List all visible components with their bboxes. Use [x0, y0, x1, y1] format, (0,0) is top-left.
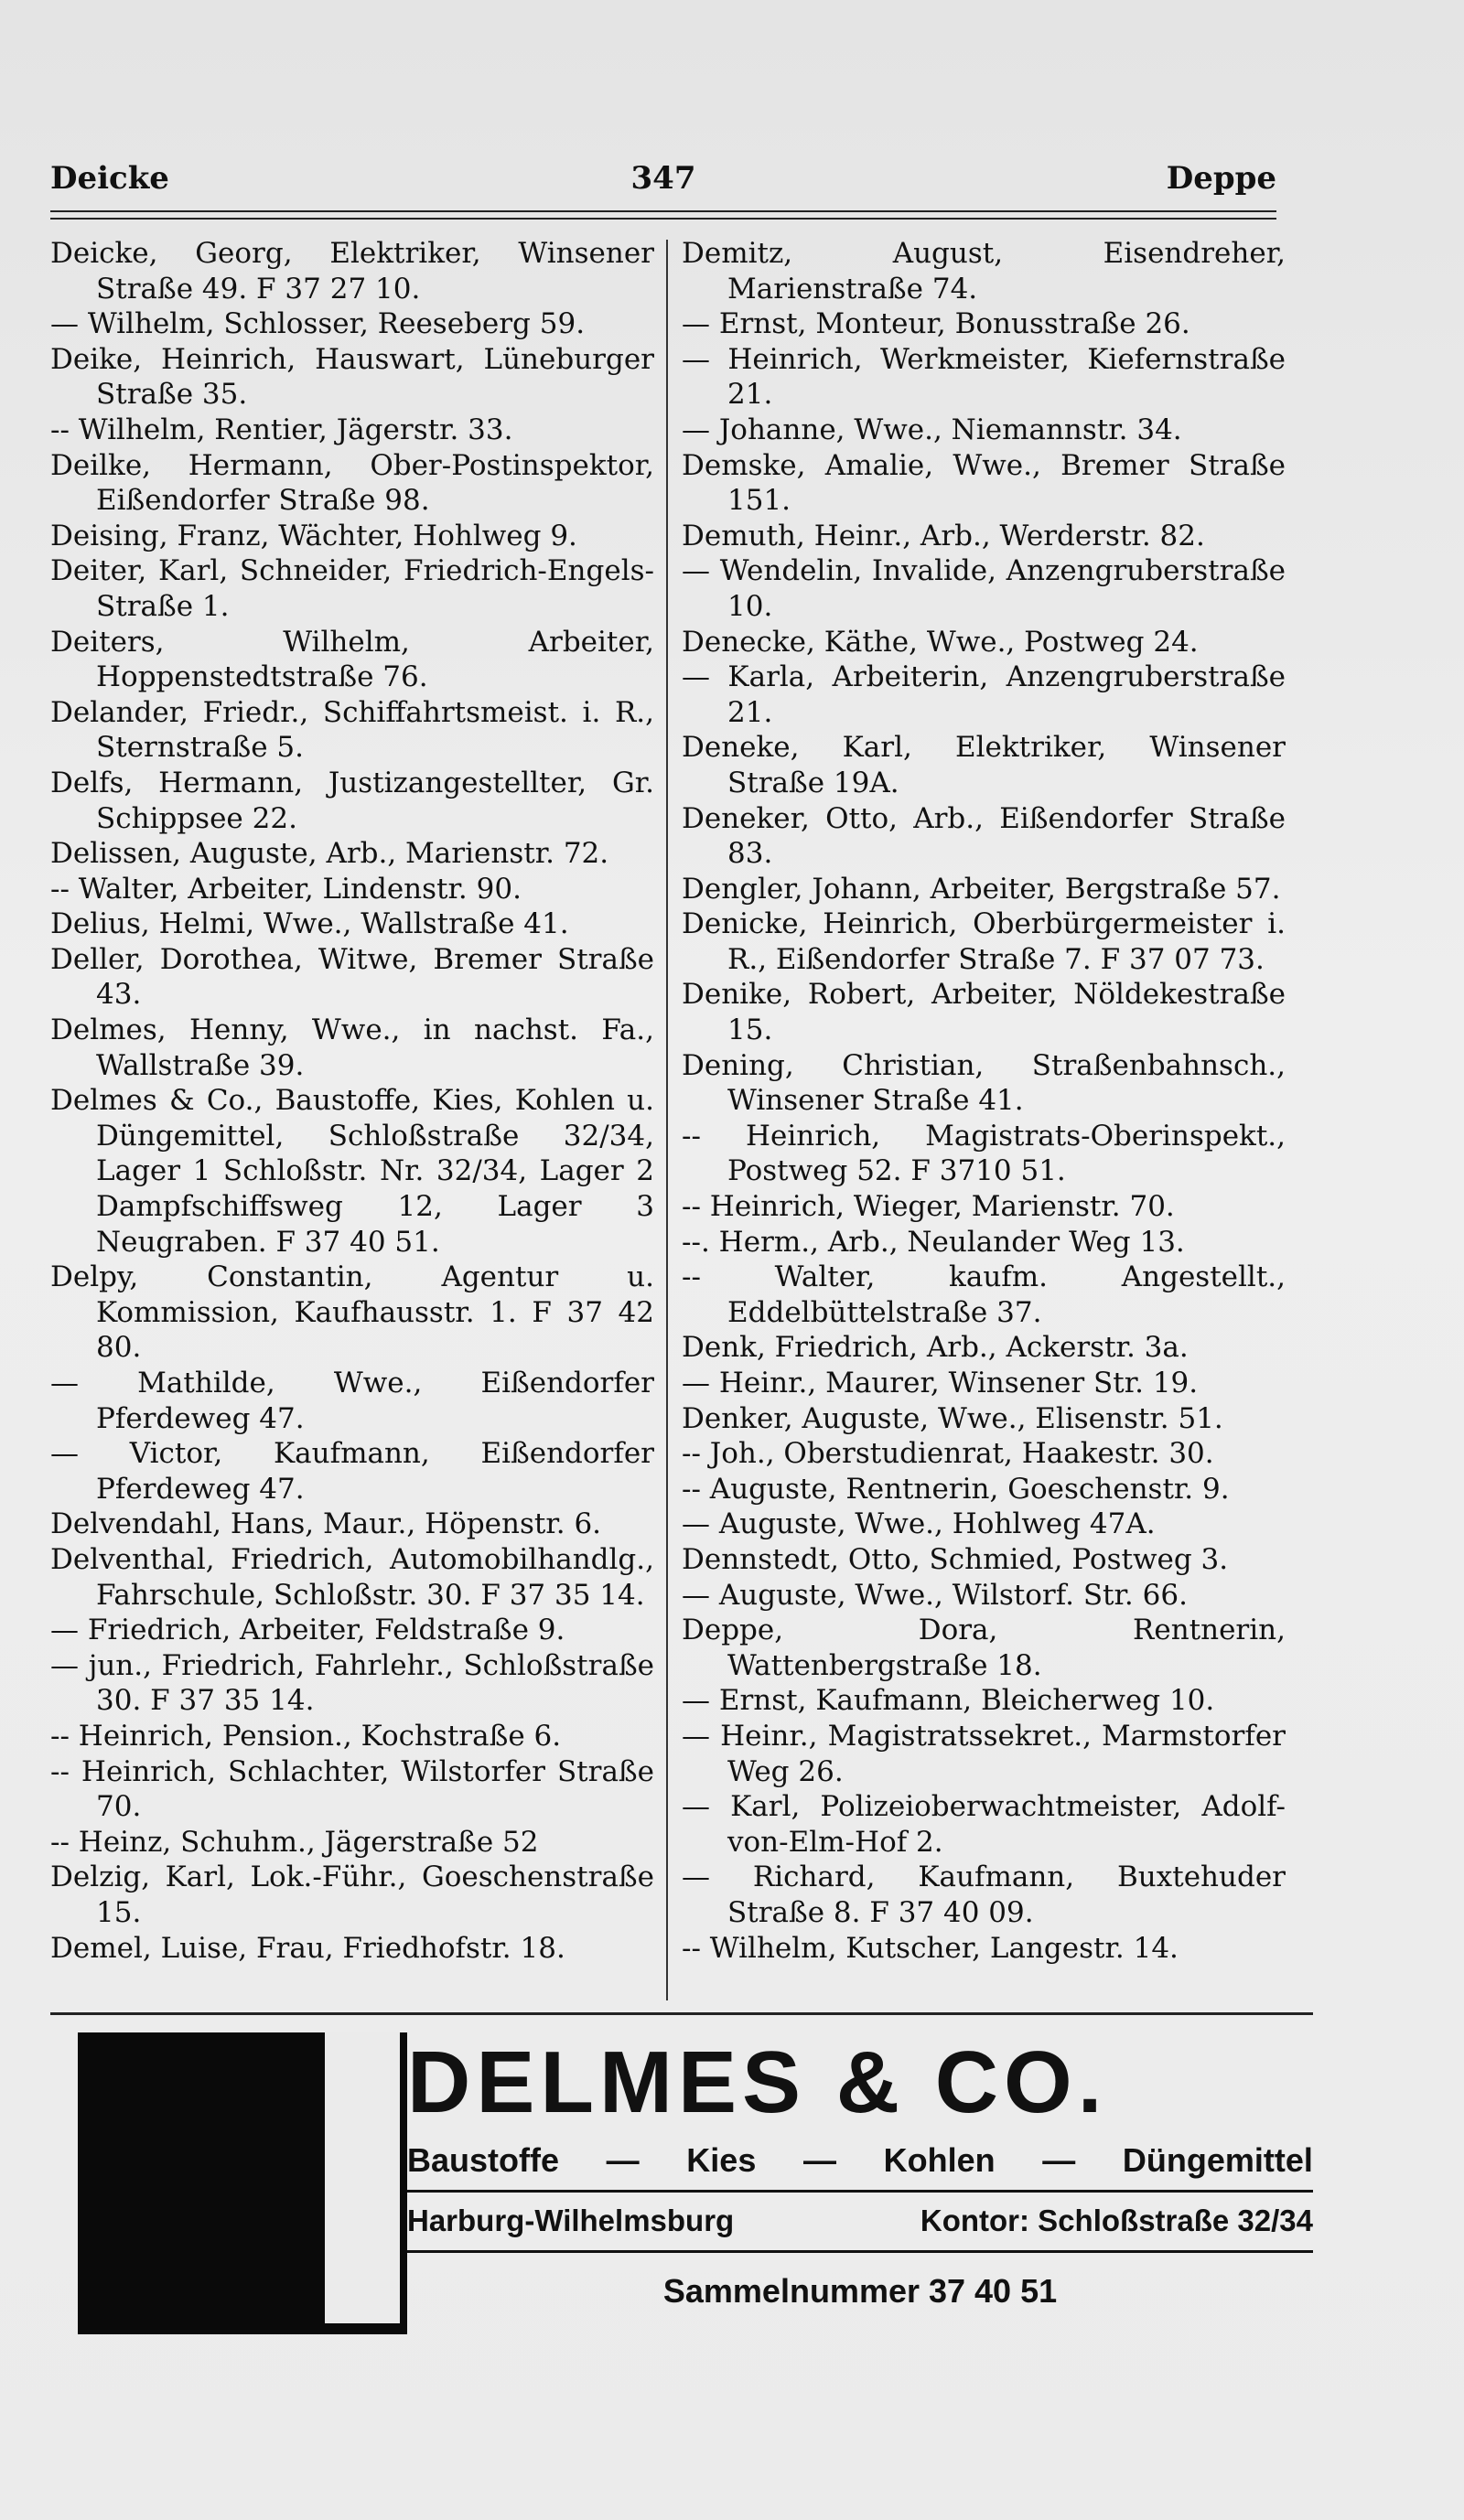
ad-product: —	[802, 2141, 836, 2179]
ad-rule	[407, 2250, 1313, 2253]
directory-entry: --. Herm., Arb., Neulander Weg 13.	[682, 1225, 1185, 1259]
ad-logo-cutout	[325, 2032, 400, 2323]
directory-entry: — Johanne, Wwe., Niemannstr. 34.	[682, 413, 1182, 446]
ad-product: Kohlen	[883, 2141, 996, 2179]
directory-entry: Delvendahl, Hans, Maur., Höpenstr. 6.	[50, 1507, 602, 1541]
directory-entry: Demske, Amalie, Wwe., Bremer Straße 151.	[682, 448, 1286, 518]
left-column	[50, 236, 654, 1966]
directory-entry: -- Heinrich, Magistrats-Oberinspekt., Postweg 52. F 3710 51.	[682, 1119, 1286, 1188]
directory-entry: Deiter, Karl, Schneider, Friedrich-Engels-Straße 1.	[50, 554, 654, 623]
directory-entry: Delpy, Constantin, Agentur u. Kommission, Kaufhausstr. 1. F 37 42 80.	[50, 1260, 654, 1365]
directory-entry: -- Joh., Oberstudienrat, Haakestr. 30.	[682, 1437, 1214, 1471]
directory-entry: Deppe, Dora, Rentnerin, Wattenbergstraße 18.	[682, 1614, 1286, 1682]
directory-entry: Delmes & Co., Baustoffe, Kies, Kohlen u. Düngemittel, Schloßstraße 32/34, Lager 1 Schloßstr. Nr. 32/34, Lager 2 Dampfschiffsweg 12, Lager 3 Neugraben. F 37 40 51.	[50, 1084, 654, 1259]
directory-entry: -- Wilhelm, Kutscher, Langestr. 14.	[682, 1931, 1179, 1965]
directory-entry: Delissen, Auguste, Arb., Marienstr. 72.	[50, 837, 609, 871]
directory-entry: Denecke, Käthe, Wwe., Postweg 24.	[682, 625, 1199, 659]
directory-entry: Demel, Luise, Frau, Friedhofstr. 18.	[50, 1931, 565, 1965]
directory-entry: Delzig, Karl, Lok.-Führ., Goeschenstraße 15.	[50, 1861, 654, 1929]
footer-rule	[50, 2012, 1313, 2015]
directory-entry: -- Auguste, Rentnerin, Goeschenstr. 9.	[682, 1472, 1230, 1506]
directory-entry: — Auguste, Wwe., Wilstorf. Str. 66.	[682, 1578, 1188, 1612]
ad-product: Düngemittel	[1122, 2141, 1313, 2179]
directory-entry: Denk, Friedrich, Arb., Ackerstr. 3a.	[682, 1331, 1189, 1365]
ad-title: DELMES & CO.	[407, 2033, 1108, 2131]
directory-entry: — Heinrich, Werkmeister, Kiefernstraße 21.	[682, 342, 1286, 412]
ad-product: Baustoffe	[407, 2141, 560, 2179]
directory-entry: Delius, Helmi, Wwe., Wallstraße 41.	[50, 907, 569, 941]
directory-entry: — Ernst, Monteur, Bonusstraße 26.	[682, 307, 1190, 341]
directory-entry: -- Heinrich, Wieger, Marienstr. 70.	[682, 1190, 1175, 1224]
directory-entry: — Heinr., Maurer, Winsener Str. 19.	[682, 1367, 1199, 1399]
directory-entry: — Karla, Arbeiterin, Anzengruberstraße 21.	[682, 660, 1286, 729]
directory-entry: — Victor, Kaufmann, Eißendorfer Pferdeweg 47.	[50, 1437, 654, 1506]
ad-product: Kies	[686, 2141, 757, 2179]
ad-phone: Sammelnummer 37 40 51	[662, 2272, 1058, 2310]
ad-product: —	[1042, 2141, 1076, 2179]
directory-entry: — Friedrich, Arbeiter, Feldstraße 9.	[50, 1614, 565, 1647]
ad-office: Kontor: Schloßstraße 32/34	[920, 2204, 1313, 2237]
page-header	[50, 160, 1276, 215]
directory-entry: — Wilhelm, Schlosser, Reeseberg 59.	[50, 307, 586, 341]
directory-entry: Denike, Robert, Arbeiter, Nöldekestraße 15.	[682, 978, 1286, 1047]
header-last-name: Deppe	[1166, 160, 1276, 197]
directory-entry: -- Heinz, Schuhm., Jägerstraße 52	[50, 1825, 539, 1859]
directory-entry: Demitz, August, Eisendreher, Marienstraße 74.	[682, 237, 1286, 306]
advertisement	[78, 2032, 1313, 2334]
directory-entry: Deller, Dorothea, Witwe, Bremer Straße 43.	[50, 942, 654, 1012]
directory-entry: — Mathilde, Wwe., Eißendorfer Pferdeweg 47.	[50, 1367, 654, 1435]
directory-entry: -- Walter, kaufm. Angestellt., Eddelbüttelstraße 37.	[682, 1260, 1286, 1329]
header-rule	[50, 210, 1276, 220]
directory-entry: -- Heinrich, Pension., Kochstraße 6.	[50, 1719, 562, 1753]
directory-entry: — jun., Friedrich, Fahrlehr., Schloßstraße 30. F 37 35 14.	[50, 1648, 654, 1718]
directory-entry: -- Wilhelm, Rentier, Jägerstr. 33.	[50, 413, 513, 446]
directory-entry: — Karl, Polizeioberwachtmeister, Adolf-von-Elm-Hof 2.	[682, 1790, 1286, 1859]
directory-entry: Dennstedt, Otto, Schmied, Postweg 3.	[682, 1542, 1229, 1576]
right-column	[682, 236, 1286, 1966]
directory-entry: Delventhal, Friedrich, Automobilhandlg., Fahrschule, Schloßstr. 30. F 37 35 14.	[50, 1542, 654, 1612]
directory-entry: — Richard, Kaufmann, Buxtehuder Straße 8. F 37 40 09.	[682, 1861, 1286, 1929]
directory-entry: -- Walter, Arbeiter, Lindenstr. 90.	[50, 872, 522, 906]
directory-entry: Deike, Heinrich, Hauswart, Lüneburger Straße 35.	[50, 342, 654, 412]
directory-entry: Demuth, Heinr., Arb., Werderstr. 82.	[682, 519, 1205, 552]
directory-entry: Delfs, Hermann, Justizangestellter, Gr. Schippsee 22.	[50, 766, 654, 835]
directory-entry: Deilke, Hermann, Ober-Postinspektor, Eißendorfer Straße 98.	[50, 448, 654, 518]
directory-entry: Denker, Auguste, Wwe., Elisenstr. 51.	[682, 1401, 1223, 1435]
ad-rule	[407, 2190, 1313, 2193]
directory-entry: — Ernst, Kaufmann, Bleicherweg 10.	[682, 1684, 1215, 1718]
directory-entry: — Wendelin, Invalide, Anzengruberstraße 10.	[682, 554, 1286, 623]
directory-entry: Deneke, Karl, Elektriker, Winsener Straße 19A.	[682, 731, 1286, 799]
directory-entry: — Heinr., Magistratssekret., Marmstorfer Weg 26.	[682, 1719, 1286, 1788]
directory-entry: -- Heinrich, Schlachter, Wilstorfer Straße 70.	[50, 1754, 654, 1824]
ad-products	[407, 2140, 1313, 2181]
directory-entry: Dening, Christian, Straßenbahnsch., Winsener Straße 41.	[682, 1048, 1286, 1118]
directory-entry: Deising, Franz, Wächter, Hohlweg 9.	[50, 519, 577, 552]
ad-location: Harburg-Wilhelmsburg	[407, 2204, 735, 2237]
directory-entry: Deneker, Otto, Arb., Eißendorfer Straße 83.	[682, 801, 1286, 871]
column-divider	[666, 240, 668, 2000]
header-first-name: Deicke	[50, 160, 169, 197]
directory-entry: Deiters, Wilhelm, Arbeiter, Hoppenstedtstraße 76.	[50, 625, 654, 694]
directory-entry: Denicke, Heinrich, Oberbürgermeister i. R., Eißendorfer Straße 7. F 37 07 73.	[682, 907, 1286, 976]
directory-entry: — Auguste, Wwe., Hohlweg 47A.	[682, 1507, 1156, 1541]
ad-product: —	[606, 2141, 640, 2179]
directory-entry: Delander, Friedr., Schiffahrtsmeist. i. R., Sternstraße 5.	[50, 695, 654, 765]
directory-entry: Delmes, Henny, Wwe., in nachst. Fa., Wallstraße 39.	[50, 1013, 654, 1082]
page-number: 347	[630, 160, 696, 197]
directory-entry: Dengler, Johann, Arbeiter, Bergstraße 57.	[682, 872, 1281, 906]
directory-entry: Deicke, Georg, Elektriker, Winsener Straße 49. F 37 27 10.	[50, 237, 654, 306]
ad-logo-block	[78, 2032, 325, 2334]
